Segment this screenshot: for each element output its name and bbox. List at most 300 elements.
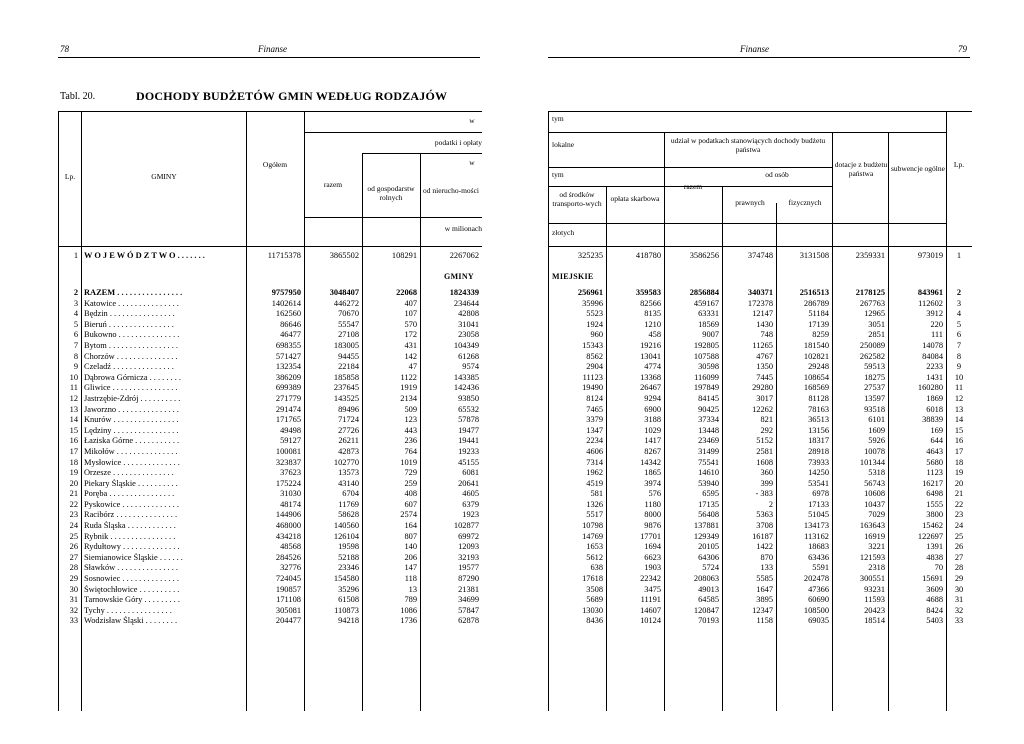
row-fizycznych: 29248 [808, 362, 829, 372]
row-nieruch: 6081 [462, 468, 479, 478]
section-row [58, 266, 482, 288]
row-gosp: 172 [404, 330, 417, 340]
row-name: Orzesze . . . . . . . . . . . . . . . [84, 468, 174, 478]
row-ogolem: 190857 [275, 584, 301, 594]
row-dotacje: 27537 [864, 383, 885, 393]
row-urazem: 18569 [698, 319, 719, 329]
row-dotacje: 16919 [864, 531, 885, 541]
row-lp: 17 [69, 446, 78, 456]
row-dotacje: 5926 [868, 436, 885, 446]
row-lp: 6 [73, 330, 78, 340]
row-lp: 25 [69, 531, 78, 541]
row-dotacje: 2851 [868, 330, 885, 340]
table-row [548, 489, 972, 500]
row-subwencje: 2233 [926, 362, 943, 372]
row-ogolem: 37623 [280, 468, 301, 478]
table-row [58, 458, 482, 469]
row-prawnych: 2581 [756, 446, 773, 456]
table-row [58, 616, 482, 627]
row-razem: 35296 [338, 584, 359, 594]
row-subwencje: 122697 [917, 531, 943, 541]
row-oplata: 1180 [644, 499, 661, 509]
row-razem: 140560 [333, 521, 359, 531]
row-lp-right: 27 [954, 552, 964, 562]
table-row [548, 553, 972, 564]
row-subwencje: 16217 [922, 478, 943, 488]
row-name: Bytom . . . . . . . . . . . . . . . . . [84, 340, 178, 350]
row-prawnych: 1158 [756, 616, 773, 626]
row-urazem: 90425 [698, 404, 719, 414]
table-row-wojewodztwo [548, 246, 972, 266]
row-urazem: 13448 [698, 425, 719, 435]
row-subwencje: 14078 [922, 340, 943, 350]
row-subwencje: 8424 [926, 605, 943, 615]
col-w2-header: w [469, 158, 475, 167]
row-fizycznych: 202478 [803, 574, 829, 584]
row-transport: 4519 [586, 478, 603, 488]
row-lp: 28 [69, 563, 78, 573]
row-oplata: 19216 [640, 340, 661, 350]
row-oplata: 22342 [640, 574, 661, 584]
table-row [548, 320, 972, 331]
row-ogolem: 284526 [275, 552, 301, 562]
right-head-rule [548, 57, 970, 58]
row-lp-right: 22 [954, 499, 964, 509]
row-transport: 1924 [586, 319, 603, 329]
row-name: Sosnowiec . . . . . . . . . . . . . . [84, 574, 179, 584]
row-ogolem: 171108 [276, 595, 301, 605]
row-name: Łaziska Górne . . . . . . . . . . . [84, 436, 180, 446]
row-gosp: 123 [404, 415, 417, 425]
row-urazem: 70193 [698, 616, 719, 626]
row-gosp: 407 [404, 298, 417, 308]
row-lp: 20 [69, 478, 78, 488]
row-subwencje: 973019 [917, 250, 943, 260]
table-row [58, 447, 482, 458]
row-nieruch: 19577 [458, 563, 479, 573]
row-urazem: 23469 [698, 436, 719, 446]
table-row [58, 320, 482, 331]
row-dotacje: 93231 [864, 584, 885, 594]
table-row [58, 362, 482, 373]
row-ogolem: 46477 [280, 330, 301, 340]
row-transport: 10798 [582, 521, 603, 531]
row-nieruch: 31041 [458, 319, 479, 329]
table-row [58, 373, 482, 384]
row-lp: 21 [69, 489, 78, 499]
table-row [548, 341, 972, 352]
table-row [548, 595, 972, 606]
row-subwencje: 84084 [922, 351, 943, 361]
row-dotacje: 18275 [864, 372, 885, 382]
row-ogolem: 59127 [280, 436, 301, 446]
row-name: Rydułtowy . . . . . . . . . . . . . . [84, 542, 180, 552]
row-prawnych: 821 [760, 415, 773, 425]
row-prawnych: 292 [760, 425, 773, 435]
row-gosp: 118 [404, 574, 417, 584]
table-row [548, 309, 972, 320]
table-row [58, 299, 482, 310]
col-lokalne-header: lokalne [552, 140, 575, 149]
row-nieruch: 19233 [458, 446, 479, 456]
row-razem: 89496 [338, 404, 359, 414]
row-razem: 55547 [338, 319, 359, 329]
row-prawnych: 1608 [756, 457, 773, 467]
row-razem: 94455 [338, 351, 359, 361]
table-row-wojewodztwo [58, 246, 482, 266]
row-ogolem: 291474 [275, 404, 301, 414]
row-prawnych: 7445 [756, 372, 773, 382]
row-oplata: 13368 [640, 372, 661, 382]
row-lp: 24 [69, 521, 78, 531]
row-nieruch: 142436 [453, 383, 479, 393]
row-lp: 1 [73, 250, 78, 260]
row-oplata: 9294 [644, 393, 661, 403]
row-subwencje: 111 [931, 330, 943, 340]
table-title: DOCHODY BUDŻETÓW GMIN WEDŁUG RODZAJÓW [136, 89, 448, 103]
row-oplata: 1865 [644, 468, 661, 478]
row-gosp: 147 [404, 563, 417, 573]
row-gosp: 1736 [400, 616, 417, 626]
row-oplata: 8135 [644, 309, 661, 319]
row-lp-right: 3 [956, 298, 962, 308]
row-ogolem: 132354 [275, 362, 301, 372]
row-fizycznych: 28918 [808, 446, 829, 456]
row-lp-right: 28 [954, 563, 964, 573]
row-lp-right: 25 [954, 531, 964, 541]
row-lp-right: 20 [954, 478, 964, 488]
row-dotacje: 20423 [864, 605, 885, 615]
table-row [548, 383, 972, 394]
left-head-rule [58, 57, 480, 58]
row-razem: 22184 [338, 362, 359, 372]
row-transport: 1653 [586, 542, 603, 552]
row-subwencje: 3912 [926, 309, 943, 319]
row-oplata: 8267 [644, 446, 661, 456]
col-urazem-header: razem [683, 182, 703, 191]
table-row [58, 595, 482, 606]
left-page-number: 78 [60, 44, 69, 54]
row-fizycznych: 286789 [803, 298, 829, 308]
row-ogolem: 386209 [275, 372, 301, 382]
row-nieruch: 1923 [462, 510, 479, 520]
row-razem: 61508 [338, 595, 359, 605]
row-urazem: 14610 [698, 468, 719, 478]
table-row [58, 330, 482, 341]
row-urazem: 6595 [702, 489, 719, 499]
table-row [548, 479, 972, 490]
row-nieruch: 19441 [458, 436, 479, 446]
row-oplata: 1694 [644, 542, 661, 552]
row-lp-right: 10 [954, 372, 964, 382]
row-lp: 18 [69, 457, 78, 467]
row-ogolem: 48174 [280, 499, 301, 509]
row-subwencje: 1123 [926, 468, 943, 478]
row-dotacje: 2178125 [855, 288, 885, 297]
row-transport: 5612 [586, 552, 603, 562]
row-lp-right: 7 [956, 340, 962, 350]
row-prawnych: 16187 [752, 531, 773, 541]
row-fizycznych: 78163 [808, 404, 829, 414]
row-subwencje: 3800 [926, 510, 943, 520]
row-razem: 27108 [338, 330, 359, 340]
row-gosp: 2134 [400, 393, 417, 403]
row-nieruch: 57878 [458, 415, 479, 425]
row-lp-right: 11 [954, 383, 964, 393]
row-name: Dąbrowa Górnicza . . . . . . . . [84, 372, 181, 382]
row-subwencje: 3609 [926, 584, 943, 594]
row-name: Sławków . . . . . . . . . . . . . . . [84, 563, 178, 573]
row-oplata: 13041 [640, 351, 661, 361]
row-fizycznych: 181540 [803, 340, 829, 350]
row-urazem: 107588 [693, 351, 719, 361]
row-fizycznych: 13156 [808, 425, 829, 435]
row-lp: 32 [69, 605, 78, 615]
col-od-osob-header: od osób [765, 170, 789, 179]
row-urazem: 53940 [698, 478, 719, 488]
row-fizycznych: 3131508 [799, 250, 829, 260]
row-oplata: 4774 [644, 362, 661, 372]
row-urazem: 31499 [698, 446, 719, 456]
row-gosp: 236 [404, 436, 417, 446]
row-subwencje: 1431 [926, 372, 943, 382]
row-subwencje: 6498 [926, 489, 943, 499]
row-nieruch: 42808 [458, 309, 479, 319]
right-page-number: 79 [958, 44, 967, 54]
table-row [548, 563, 972, 574]
left-units-label: w milionach [444, 224, 482, 233]
right-units-label: złotych [552, 228, 575, 237]
row-gosp: 408 [404, 489, 417, 499]
table-row [58, 553, 482, 564]
row-ogolem: 698355 [275, 340, 301, 350]
row-oplata: 3188 [644, 415, 661, 425]
col-gminy-header: GMINY [151, 172, 177, 181]
row-transport: 35996 [582, 298, 603, 308]
row-dotacje: 3221 [868, 542, 885, 552]
row-ogolem: 171765 [275, 415, 301, 425]
row-ogolem: 48568 [280, 542, 301, 552]
row-dotacje: 11593 [864, 595, 885, 605]
row-transport: 7314 [586, 457, 603, 467]
row-ogolem: 323837 [275, 457, 301, 467]
row-oplata: 1029 [644, 425, 661, 435]
row-lp-right: 17 [954, 446, 964, 456]
row-lp: 3 [73, 298, 78, 308]
row-oplata: 3475 [644, 584, 661, 594]
row-fizycznych: 108654 [803, 372, 829, 382]
row-prawnych: 3017 [756, 393, 773, 403]
right-running-head: Finanse [740, 44, 769, 54]
row-gosp: 764 [404, 446, 417, 456]
row-nieruch: 61268 [458, 351, 479, 361]
row-gosp: 1122 [400, 372, 417, 382]
row-lp-right: 29 [954, 574, 964, 584]
row-lp-right: 19 [954, 468, 964, 478]
row-ogolem: 100081 [275, 446, 301, 456]
row-oplata: 17701 [640, 531, 661, 541]
col-w-header: w [469, 116, 475, 125]
row-razem: 126104 [333, 531, 359, 541]
row-dotacje: 121593 [859, 552, 885, 562]
row-lp-right: 18 [954, 457, 964, 467]
row-oplata: 418780 [635, 250, 661, 260]
table-row [58, 500, 482, 511]
row-ogolem: 1402614 [271, 298, 301, 308]
row-oplata: 9876 [644, 521, 661, 531]
row-lp: 22 [69, 499, 78, 509]
row-transport: 8562 [586, 351, 603, 361]
row-lp: 8 [73, 351, 78, 361]
row-transport: 11123 [582, 372, 603, 382]
row-lp-right: 5 [956, 319, 962, 329]
row-subwencje: 1555 [926, 499, 943, 509]
row-name: Lędziny . . . . . . . . . . . . . . . . [84, 425, 179, 435]
row-gosp: 164 [404, 521, 417, 531]
row-nieruch: 2267062 [449, 250, 479, 260]
row-urazem: 2856884 [689, 288, 719, 297]
row-ogolem: 724045 [275, 574, 301, 584]
table-row [548, 362, 972, 373]
row-urazem: 208063 [693, 574, 719, 584]
row-name: Tarnowskie Góry . . . . . . . . . [84, 595, 180, 605]
row-lp-right: 4 [956, 309, 962, 319]
col-transport-header: od środków transporto-wych [552, 190, 602, 208]
row-gosp: 142 [404, 351, 417, 361]
table-row [548, 373, 972, 384]
row-name: Chorzów . . . . . . . . . . . . . . . [84, 351, 178, 361]
col-podatki-header: podatki i opłaty [434, 138, 482, 147]
table-row [58, 383, 482, 394]
row-lp-right: 23 [954, 510, 964, 520]
row-prawnych: 399 [760, 478, 773, 488]
row-transport: 638 [590, 563, 603, 573]
row-gosp: 607 [404, 499, 417, 509]
row-name: Ruda Śląska . . . . . . . . . . . . [84, 521, 176, 531]
row-gosp: 259 [404, 478, 417, 488]
row-fizycznych: 17139 [808, 319, 829, 329]
row-fizycznych: 60690 [808, 595, 829, 605]
row-ogolem: 9757950 [271, 288, 301, 297]
table-row [58, 468, 482, 479]
row-prawnych: 5585 [756, 574, 773, 584]
row-subwencje: 5680 [926, 457, 943, 467]
row-nieruch: 6379 [462, 499, 479, 509]
row-dotacje: 12965 [864, 309, 885, 319]
table-row [548, 616, 972, 627]
table-row [58, 574, 482, 585]
row-gosp: 22068 [396, 288, 417, 297]
row-prawnych: 748 [760, 330, 773, 340]
row-oplata: 26467 [640, 383, 661, 393]
row-razem: 102770 [333, 457, 359, 467]
row-nieruch: 34699 [458, 595, 479, 605]
row-ogolem: 175224 [275, 478, 301, 488]
row-razem: 6704 [342, 489, 359, 499]
row-lp-right: 14 [954, 415, 964, 425]
row-fizycznych: 63436 [808, 552, 829, 562]
row-subwencje: 15691 [922, 574, 943, 584]
row-gosp: 431 [404, 340, 417, 350]
row-ogolem: 49498 [280, 425, 301, 435]
row-subwencje: 6018 [926, 404, 943, 414]
row-subwencje: 220 [930, 319, 943, 329]
row-fizycznych: 53541 [808, 478, 829, 488]
row-transport: 7465 [586, 404, 603, 414]
row-name: Bukowno . . . . . . . . . . . . . . . [84, 330, 180, 340]
row-urazem: 75541 [698, 457, 719, 467]
row-fizycznych: 2516513 [799, 288, 829, 297]
row-dotacje: 6101 [868, 415, 885, 425]
row-nieruch: 1824339 [449, 288, 479, 297]
row-subwencje: 70 [934, 563, 943, 573]
row-dotacje: 101344 [859, 457, 885, 467]
row-nieruch: 19477 [458, 425, 479, 435]
row-razem: 43140 [338, 478, 359, 488]
row-ogolem: 31030 [280, 489, 301, 499]
row-fizycznych: 6978 [812, 489, 829, 499]
row-dotacje: 5318 [868, 468, 885, 478]
table-row [58, 532, 482, 543]
row-name: Będzin . . . . . . . . . . . . . . . . [84, 309, 175, 319]
row-lp: 23 [69, 510, 78, 520]
row-name: Jastrzębie-Zdrój . . . . . . . . . . [84, 393, 181, 403]
table-row [548, 606, 972, 617]
row-subwencje: 15462 [922, 521, 943, 531]
row-subwencje: 1391 [926, 542, 943, 552]
row-transport: 4606 [586, 446, 603, 456]
right-data-table [548, 246, 972, 627]
row-transport: 581 [590, 489, 603, 499]
row-subwencje: 112602 [918, 298, 943, 308]
row-nieruch: 4605 [462, 489, 479, 499]
col-subwencje-header: subwencje ogólne [891, 164, 945, 173]
row-name: W O J E W Ó D Z T W O . . . . . . . [84, 250, 205, 260]
row-lp: 26 [69, 542, 78, 552]
row-subwencje: 4643 [926, 446, 943, 456]
row-razem: 42873 [338, 446, 359, 456]
row-prawnych: 2 [768, 499, 773, 509]
row-fizycznych: 18317 [808, 436, 829, 446]
row-prawnych: 3895 [756, 595, 773, 605]
col-prawnych-header: prawnych [735, 198, 765, 207]
section-row [548, 266, 972, 288]
row-dotacje: 163643 [859, 521, 885, 531]
row-lp-right: 8 [956, 351, 962, 361]
row-lp-right: 15 [954, 425, 964, 435]
row-lp-right: 30 [954, 584, 964, 594]
row-subwencje: 1869 [926, 393, 943, 403]
row-fizycznych: 134173 [803, 521, 829, 531]
row-gosp: 789 [404, 595, 417, 605]
row-razem: 143525 [333, 393, 359, 403]
row-ogolem: 305081 [275, 605, 301, 615]
row-razem: 23346 [338, 563, 359, 573]
row-name: Rybnik . . . . . . . . . . . . . . . . [84, 531, 176, 541]
row-transport: 19490 [582, 383, 603, 393]
row-razem: 11769 [338, 499, 359, 509]
row-lp: 14 [69, 415, 78, 425]
row-prawnych: 5152 [756, 436, 773, 446]
row-lp: 33 [69, 616, 78, 626]
row-gosp: 108291 [391, 250, 417, 260]
row-prawnych: 340371 [747, 288, 773, 297]
row-prawnych: 12147 [752, 309, 773, 319]
row-nieruch: 12093 [458, 542, 479, 552]
row-lp-right: 13 [954, 404, 964, 414]
table-row [548, 458, 972, 469]
row-gosp: 140 [404, 542, 417, 552]
